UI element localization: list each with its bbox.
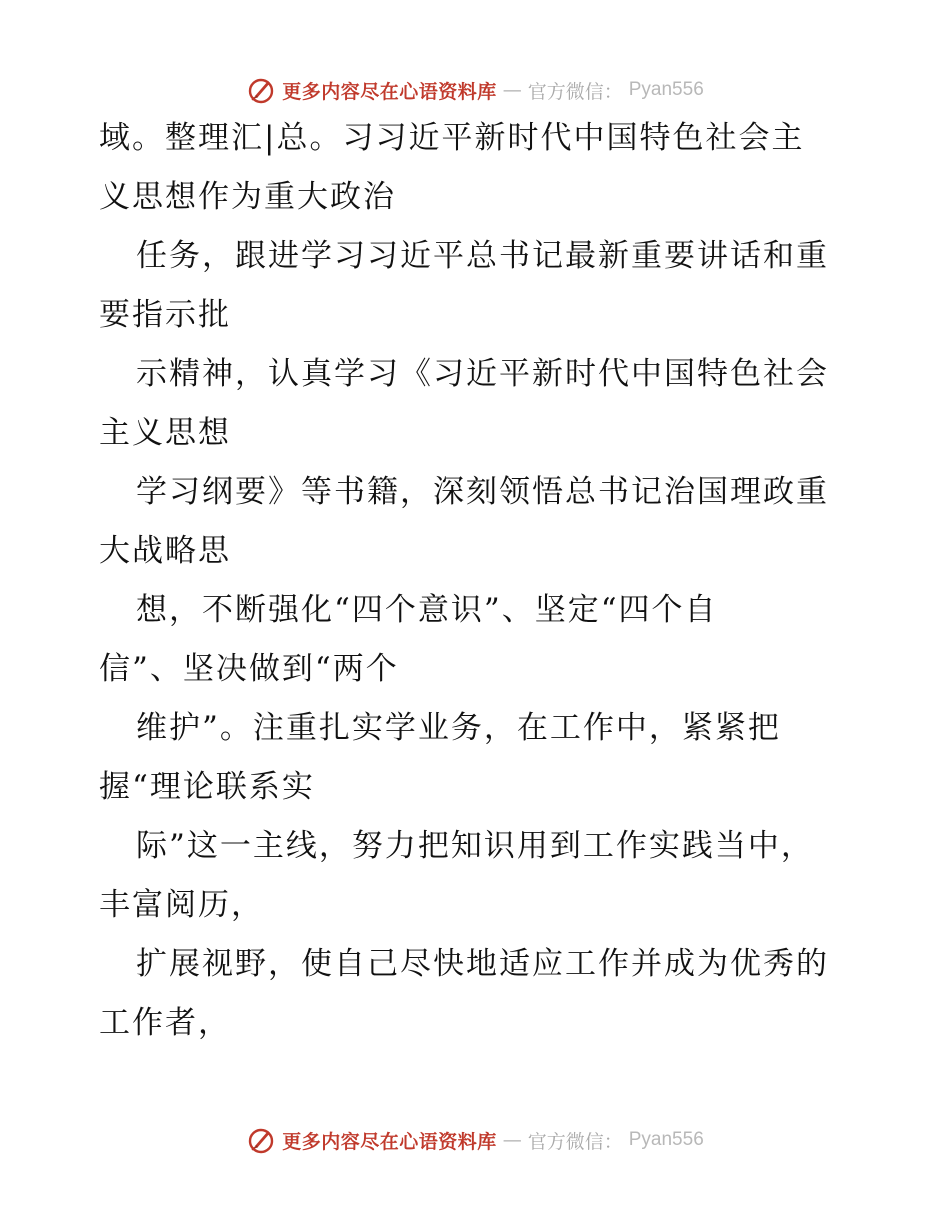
header-dash: — xyxy=(502,79,522,101)
body-line: 际”这一主线，努力把知识用到工作实践当中， xyxy=(136,828,814,864)
header-wechat-label: 官方微信： xyxy=(527,80,623,103)
body-line: 域。整理汇|总。习习近平新时代中国特色社会主 xyxy=(99,120,805,156)
body-line: 丰富阅历， xyxy=(99,887,264,923)
page-footer xyxy=(0,1120,950,1160)
body-line: 示精神，认真学习《习近平新时代中国特色社会 xyxy=(136,356,829,392)
footer-brand-text: 更多内容尽在心语资料库 xyxy=(282,1130,497,1153)
header-wechat-id: Pyan556 xyxy=(628,79,704,100)
header-brand xyxy=(246,75,704,105)
body-line: 维护”。注重扎实学业务，在工作中，紧紧把 xyxy=(136,710,781,746)
body-line: 主义思想 xyxy=(99,415,231,451)
body-line: 握“理论联系实 xyxy=(99,769,315,805)
page-header xyxy=(0,70,950,110)
body-line: 想，不断强化“四个意识”、坚定“四个自 xyxy=(136,592,718,628)
body-line: 任务，跟进学习习近平总书记最新重要讲话和重 xyxy=(136,238,829,274)
quill-pen-logo-icon xyxy=(246,1125,276,1155)
body-line: 要指示批 xyxy=(99,297,231,333)
body-line: 义思想作为重大政治 xyxy=(99,179,396,215)
quill-pen-logo-icon xyxy=(246,75,276,105)
body-line: 大战略思 xyxy=(99,533,231,569)
footer-brand xyxy=(246,1125,704,1155)
footer-wechat-id: Pyan556 xyxy=(628,1129,704,1150)
body-line: 工作者， xyxy=(99,1005,231,1041)
body-line: 信”、坚决做到“两个 xyxy=(99,651,399,687)
body-line: 学习纲要》等书籍，深刻领悟总书记治国理政重 xyxy=(136,474,829,510)
footer-wechat-label: 官方微信： xyxy=(527,1130,623,1153)
body-line: 扩展视野，使自己尽快地适应工作并成为优秀的 xyxy=(136,946,829,982)
footer-dash: — xyxy=(502,1129,522,1151)
header-brand-text: 更多内容尽在心语资料库 xyxy=(282,80,497,103)
